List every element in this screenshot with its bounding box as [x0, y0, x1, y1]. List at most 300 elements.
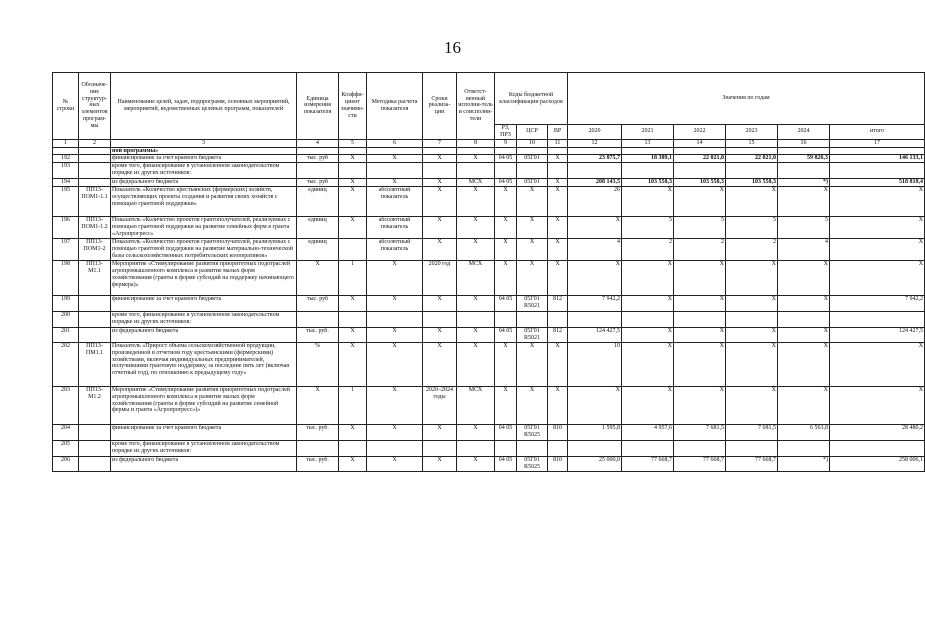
value-2022: 7 681,5 — [674, 424, 726, 440]
executor: МСХ — [457, 386, 495, 424]
executor: X — [457, 342, 495, 386]
method — [367, 163, 423, 179]
executor: X — [457, 424, 495, 440]
rz-code: 04 05 — [495, 328, 517, 343]
coefficient: X — [339, 296, 367, 312]
table-row — [53, 440, 925, 456]
value-2021: X — [622, 187, 674, 217]
rz-code: X — [495, 187, 517, 217]
value-2020: X — [568, 217, 622, 239]
value-2020: 23 875,7 — [568, 155, 622, 163]
header-budget-codes: Коды бюджетной классификации расходов — [495, 73, 568, 125]
column-index: 4 — [297, 139, 339, 147]
terms: X — [423, 424, 457, 440]
value-2021: 103 558,3 — [622, 179, 674, 187]
table-row — [53, 424, 925, 440]
unit — [297, 312, 339, 328]
row-number: 198 — [53, 261, 79, 296]
method: X — [367, 155, 423, 163]
value-2024: X — [778, 386, 830, 424]
designation: ПП13-ПМ1.1 — [79, 342, 111, 386]
coefficient: 1 — [339, 386, 367, 424]
coefficient: X — [339, 342, 367, 386]
value-2023 — [726, 163, 778, 179]
value-2024: X — [778, 296, 830, 312]
value-2022 — [674, 163, 726, 179]
column-index: 9 — [495, 139, 517, 147]
value-2020: 26 — [568, 187, 622, 217]
value-2021: X — [622, 342, 674, 386]
name: кроме того, финансирование в установленном законодательством порядке из других источников: — [111, 163, 297, 179]
method: X — [367, 342, 423, 386]
value-2024: *) — [778, 179, 830, 187]
value-total: X — [830, 187, 925, 217]
row-number: 195 — [53, 187, 79, 217]
value-2024: X — [778, 187, 830, 217]
executor: X — [457, 217, 495, 239]
designation: ПП13-М1.1 — [79, 261, 111, 296]
vr-code: X — [548, 179, 568, 187]
value-total: 7 942,2 — [830, 296, 925, 312]
value-2022: 5 — [674, 217, 726, 239]
name: финансирование за счет краевого бюджета — [111, 155, 297, 163]
terms: X — [423, 179, 457, 187]
continuation-row — [53, 147, 925, 155]
header-unit: Единица измерения показателя — [297, 73, 339, 140]
vr-code: 810 — [548, 456, 568, 471]
value-2021: X — [622, 261, 674, 296]
name: из федерального бюджета — [111, 456, 297, 471]
name: Показатель «Количество проектов грантополучателей, реализуемых с помощью грантовой поддержки на развитие материально-технической базы сельскохозяйственных потребительских кооперативов» — [111, 239, 297, 261]
coefficient: X — [339, 187, 367, 217]
vr-code: X — [548, 342, 568, 386]
value-total: X — [830, 386, 925, 424]
column-index: 10 — [517, 139, 548, 147]
coefficient: X — [339, 328, 367, 343]
method: X — [367, 328, 423, 343]
name: Показатель «Количество проектов грантополучателей, реализуемых с помощью грантовой поддержки на развитие семейных ферм в гранта «Агропрогресс» — [111, 217, 297, 239]
value-2024 — [778, 312, 830, 328]
value-2023: X — [726, 261, 778, 296]
table-row — [53, 163, 925, 179]
column-index: 14 — [674, 139, 726, 147]
coefficient: X — [339, 179, 367, 187]
csr-code: 05Г01 — [517, 179, 548, 187]
csr-code: 05Г01 R5021 — [517, 328, 548, 343]
executor — [457, 440, 495, 456]
designation — [79, 179, 111, 187]
row-number: 200 — [53, 312, 79, 328]
rz-code: 04 05 — [495, 424, 517, 440]
coefficient — [339, 239, 367, 261]
page-number: 16 — [444, 38, 461, 57]
value-2022 — [674, 440, 726, 456]
executor: X — [457, 155, 495, 163]
value-total: 28 480,2 — [830, 424, 925, 440]
rz-code: 04 05 — [495, 179, 517, 187]
column-index: 11 — [548, 139, 568, 147]
coefficient: X — [339, 424, 367, 440]
value-2024: 4 — [778, 239, 830, 261]
value-2022: 2 — [674, 239, 726, 261]
value-2020: 4 — [568, 239, 622, 261]
unit: единиц — [297, 187, 339, 217]
value-2023: 5 — [726, 217, 778, 239]
value-2021: 77 668,7 — [622, 456, 674, 471]
csr-code: X — [517, 187, 548, 217]
executor: МСХ — [457, 261, 495, 296]
unit: тыс. руб. — [297, 424, 339, 440]
unit: единиц — [297, 217, 339, 239]
executor: МСХ — [457, 179, 495, 187]
executor — [457, 163, 495, 179]
header-terms: Сроки реализа-ции — [423, 73, 457, 140]
value-2023: 103 558,3 — [726, 179, 778, 187]
rz-code: 04 05 — [495, 155, 517, 163]
designation — [79, 456, 111, 471]
value-2021 — [622, 312, 674, 328]
vr-code — [548, 312, 568, 328]
unit: тыс. руб — [297, 155, 339, 163]
name: Мероприятие «Стимулирование развития приоритетных подотраслей агропромышленного комплекса и развитие малых форм хозяйствования (гранты в форме субсидий на поддержку начинающего фермера)» — [111, 261, 297, 296]
value-2023: X — [726, 187, 778, 217]
terms: X — [423, 296, 457, 312]
value-2020 — [568, 312, 622, 328]
value-2023: 2 — [726, 239, 778, 261]
value-2024 — [778, 440, 830, 456]
terms: 2020 год — [423, 261, 457, 296]
value-2020: 7 942,2 — [568, 296, 622, 312]
row-number: 194 — [53, 179, 79, 187]
unit — [297, 163, 339, 179]
csr-code: X — [517, 386, 548, 424]
executor: X — [457, 456, 495, 471]
unit: X — [297, 261, 339, 296]
column-index: 3 — [111, 139, 297, 147]
vr-code: 810 — [548, 424, 568, 440]
method: X — [367, 179, 423, 187]
value-2024: X — [778, 328, 830, 343]
column-index: 6 — [367, 139, 423, 147]
value-2021 — [622, 440, 674, 456]
executor: X — [457, 239, 495, 261]
value-2020: 1 595,8 — [568, 424, 622, 440]
column-index: 17 — [830, 139, 925, 147]
value-2022 — [674, 312, 726, 328]
method: X — [367, 424, 423, 440]
name: кроме того, финансирование в установленном законодательством порядке из других источников: — [111, 312, 297, 328]
name: Показатель «Прирост объема сельскохозяйственной продукции, произведенной в отчетном году крестьянскими (фермерскими) хозяйствами, включая индивидуальных предпринимателей, получившими грантовую поддержку, за последние пять лет (включая отчетный год), по отношению к предыдущему году» — [111, 342, 297, 386]
value-2023: X — [726, 342, 778, 386]
value-2023: 7 681,5 — [726, 424, 778, 440]
vr-code: X — [548, 187, 568, 217]
value-2024: 59 826,3 — [778, 155, 830, 163]
value-total: X — [830, 342, 925, 386]
coefficient: X — [339, 155, 367, 163]
header-total: итого — [830, 125, 925, 140]
header-2020: 2020 — [568, 125, 622, 140]
vr-code: 812 — [548, 328, 568, 343]
value-2020: X — [568, 261, 622, 296]
value-2024: X — [778, 261, 830, 296]
vr-code: 812 — [548, 296, 568, 312]
row-number: 202 — [53, 342, 79, 386]
csr-code: 05Г01 R5025 — [517, 424, 548, 440]
column-index: 5 — [339, 139, 367, 147]
method: абсолютный показатель — [367, 239, 423, 261]
terms: X — [423, 456, 457, 471]
coefficient — [339, 312, 367, 328]
designation: ПП13-ПОМ1-1.1 — [79, 187, 111, 217]
table-row — [53, 179, 925, 187]
value-total: 518 818,4 — [830, 179, 925, 187]
rz-code — [495, 440, 517, 456]
value-2023: X — [726, 386, 778, 424]
value-2022: X — [674, 328, 726, 343]
table-row — [53, 187, 925, 217]
terms: X — [423, 155, 457, 163]
csr-code: X — [517, 217, 548, 239]
column-index: 7 — [423, 139, 457, 147]
value-2023: 77 668,7 — [726, 456, 778, 471]
method: X — [367, 386, 423, 424]
header-designation: Обозначе-ние структур-ных элементов програм-мы — [79, 73, 111, 140]
continuation-text: ной программы» — [111, 147, 297, 155]
table-row — [53, 312, 925, 328]
row-number: 206 — [53, 456, 79, 471]
unit: тыс. руб — [297, 296, 339, 312]
column-index: 15 — [726, 139, 778, 147]
header-coef: Коэффи-циент значимо-сти — [339, 73, 367, 140]
designation — [79, 296, 111, 312]
executor: X — [457, 328, 495, 343]
value-total: X — [830, 217, 925, 239]
header-name: Наименование целей, задач, подпрограмм, основных мероприятий, мероприятий, ведомственных целевых программ, показателей — [111, 73, 297, 140]
rz-code: 04 05 — [495, 456, 517, 471]
table-row — [53, 261, 925, 296]
rz-code — [495, 312, 517, 328]
coefficient — [339, 440, 367, 456]
name: кроме того, финансирование в установленном законодательством порядке из других источников: — [111, 440, 297, 456]
table-row — [53, 296, 925, 312]
csr-code: X — [517, 239, 548, 261]
header-2022: 2022 — [674, 125, 726, 140]
value-2020: X — [568, 386, 622, 424]
unit — [297, 440, 339, 456]
csr-code: 05Г01 — [517, 155, 548, 163]
value-2021: 4 957,6 — [622, 424, 674, 440]
vr-code: X — [548, 155, 568, 163]
unit: тыс. руб — [297, 179, 339, 187]
column-index: 1 — [53, 139, 79, 147]
csr-code: X — [517, 342, 548, 386]
designation — [79, 328, 111, 343]
vr-code — [548, 163, 568, 179]
unit: тыс. руб. — [297, 328, 339, 343]
designation — [79, 440, 111, 456]
rz-code: X — [495, 386, 517, 424]
value-2021: 2 — [622, 239, 674, 261]
coefficient: X — [339, 456, 367, 471]
designation: ПП13-М1.2 — [79, 386, 111, 424]
value-total: X — [830, 239, 925, 261]
header-2023: 2023 — [726, 125, 778, 140]
name: финансирование за счет краевого бюджета — [111, 296, 297, 312]
terms: X — [423, 239, 457, 261]
column-index: 8 — [457, 139, 495, 147]
row-number: 203 — [53, 386, 79, 424]
vr-code: X — [548, 261, 568, 296]
value-2022: 77 668,7 — [674, 456, 726, 471]
value-2020 — [568, 163, 622, 179]
csr-code: X — [517, 261, 548, 296]
unit: X — [297, 386, 339, 424]
terms — [423, 312, 457, 328]
header-csr: ЦСР — [517, 125, 548, 140]
terms — [423, 440, 457, 456]
designation: ПП13-ПОМ1-2 — [79, 239, 111, 261]
executor — [457, 312, 495, 328]
header-rz: РЗ, ПРЗ — [495, 125, 517, 140]
row-number: 197 — [53, 239, 79, 261]
value-total: 124 427,5 — [830, 328, 925, 343]
csr-code: 05Г01 R5021 — [517, 296, 548, 312]
rz-code — [495, 163, 517, 179]
csr-code: 05Г01 R5025 — [517, 456, 548, 471]
rz-code: X — [495, 261, 517, 296]
terms — [423, 163, 457, 179]
row-number: 192 — [53, 155, 79, 163]
csr-code — [517, 440, 548, 456]
method: X — [367, 296, 423, 312]
rz-code: X — [495, 342, 517, 386]
value-total: 146 133,1 — [830, 155, 925, 163]
vr-code: X — [548, 386, 568, 424]
value-2020: 10 — [568, 342, 622, 386]
header-values-by-year: Значения по годам — [568, 73, 925, 125]
value-2022: X — [674, 342, 726, 386]
unit: % — [297, 342, 339, 386]
designation — [79, 155, 111, 163]
value-2023: 22 021,0 — [726, 155, 778, 163]
column-index: 16 — [778, 139, 830, 147]
value-2022: X — [674, 386, 726, 424]
value-total — [830, 440, 925, 456]
name: Мероприятие «Стимулирование развития приоритетных подотраслей агропромышленного комплекса и развитие малых форм хозяйствования (гранты в форме субсидий на развитие семейной фермы и гранта «Агропрогресс»)» — [111, 386, 297, 424]
rz-code: X — [495, 239, 517, 261]
header-2024: 2024 — [778, 125, 830, 140]
terms: X — [423, 342, 457, 386]
value-2023: X — [726, 296, 778, 312]
table-row — [53, 155, 925, 163]
designation — [79, 424, 111, 440]
vr-code — [548, 440, 568, 456]
csr-code — [517, 163, 548, 179]
vr-code: X — [548, 217, 568, 239]
coefficient: 1 — [339, 261, 367, 296]
value-2021: X — [622, 296, 674, 312]
value-2024 — [778, 163, 830, 179]
row-number: 205 — [53, 440, 79, 456]
vr-code: X — [548, 239, 568, 261]
value-2022: X — [674, 261, 726, 296]
terms: X — [423, 217, 457, 239]
table-row — [53, 386, 925, 424]
table-row — [53, 456, 925, 471]
column-index: 13 — [622, 139, 674, 147]
value-2024: *) — [778, 456, 830, 471]
unit: тыс. руб. — [297, 456, 339, 471]
value-2024: 5 — [778, 217, 830, 239]
row-number: 193 — [53, 163, 79, 179]
column-index-row — [53, 139, 925, 147]
method: абсолютный показатель — [367, 187, 423, 217]
rz-code: X — [495, 217, 517, 239]
value-total — [830, 163, 925, 179]
method: абсолютный показатель — [367, 217, 423, 239]
method: X — [367, 261, 423, 296]
value-2022: 22 021,0 — [674, 155, 726, 163]
name: из федерального бюджета — [111, 179, 297, 187]
terms: X — [423, 187, 457, 217]
header-method: Методика расчета показателя — [367, 73, 423, 140]
table-row — [53, 342, 925, 386]
rz-code: 04 05 — [495, 296, 517, 312]
value-2023 — [726, 312, 778, 328]
designation: ПП13-ПОМ1-1.2 — [79, 217, 111, 239]
header-2021: 2021 — [622, 125, 674, 140]
value-total: 258 006,1 — [830, 456, 925, 471]
name: Показатель «Количество крестьянских (фермерских) хозяйств, осуществляющих проекты создания и развития своих хозяйств с помощью грантовой поддержки» — [111, 187, 297, 217]
table-row — [53, 239, 925, 261]
value-2022: X — [674, 187, 726, 217]
coefficient: X — [339, 217, 367, 239]
value-total — [830, 312, 925, 328]
terms: 2020–2024 годы — [423, 386, 457, 424]
header-executor: Ответст-венный исполни-тель и соисполни-тели — [457, 73, 495, 140]
csr-code — [517, 312, 548, 328]
column-index: 12 — [568, 139, 622, 147]
value-2021: 18 389,1 — [622, 155, 674, 163]
executor: X — [457, 187, 495, 217]
value-2021: 5 — [622, 217, 674, 239]
row-number: 196 — [53, 217, 79, 239]
column-index: 2 — [79, 139, 111, 147]
row-number: 201 — [53, 328, 79, 343]
method: X — [367, 456, 423, 471]
value-2023: X — [726, 328, 778, 343]
designation — [79, 312, 111, 328]
value-2022: 103 558,3 — [674, 179, 726, 187]
row-number: 199 — [53, 296, 79, 312]
value-2024: X — [778, 342, 830, 386]
designation — [79, 163, 111, 179]
method — [367, 312, 423, 328]
terms: X — [423, 328, 457, 343]
table-row — [53, 328, 925, 343]
program-table — [52, 72, 925, 472]
coefficient — [339, 163, 367, 179]
unit: единиц — [297, 239, 339, 261]
table-row — [53, 217, 925, 239]
name: финансирование за счет краевого бюджета — [111, 424, 297, 440]
value-2021 — [622, 163, 674, 179]
header-row-no: № строки — [53, 73, 79, 140]
value-2020 — [568, 440, 622, 456]
value-2022: X — [674, 296, 726, 312]
name: из федерального бюджета — [111, 328, 297, 343]
value-2021: X — [622, 386, 674, 424]
